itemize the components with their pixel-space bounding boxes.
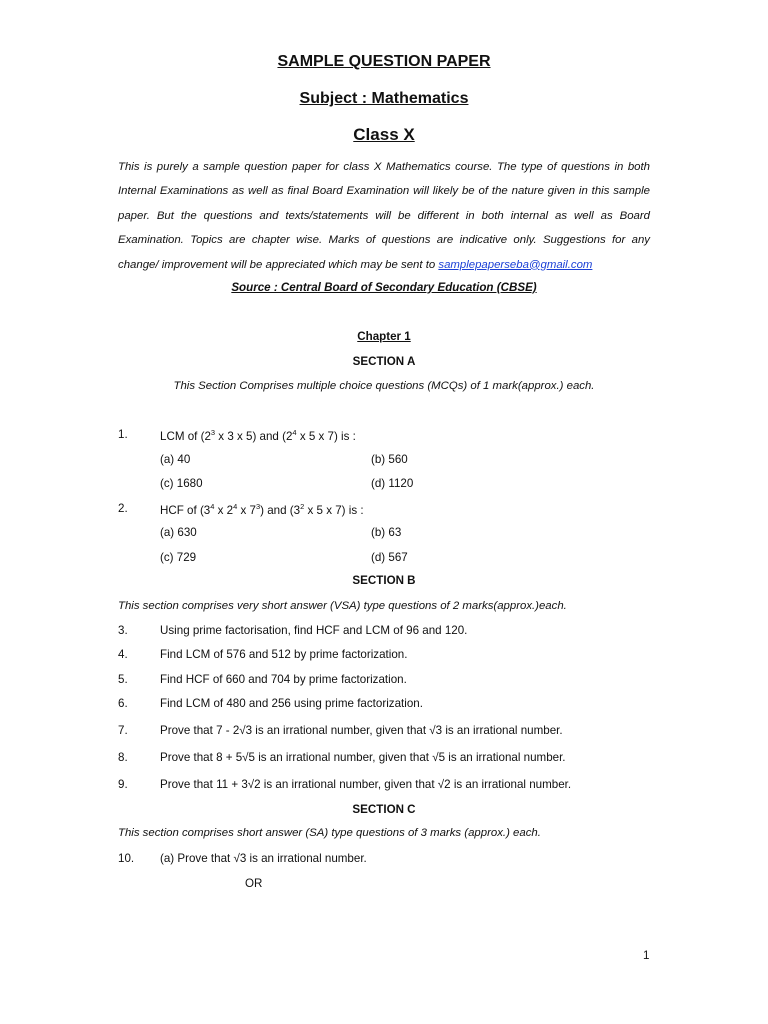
question-10-number: 10.	[118, 852, 135, 865]
question-3-text: Using prime factorisation, find HCF and LCM of 96 and 120.	[160, 624, 468, 637]
question-2-option-d: (d) 567	[371, 551, 408, 564]
question-2-option-c: (c) 729	[160, 551, 197, 564]
section-a-heading: SECTION A	[352, 355, 416, 368]
class-heading: Class X	[353, 125, 415, 144]
question-2-option-a: (a) 630	[160, 526, 197, 539]
question-1-option-a: (a) 40	[160, 453, 191, 466]
section-c-heading: SECTION C	[352, 803, 416, 816]
question-4-number: 4.	[118, 648, 128, 661]
question-5-number: 5.	[118, 673, 128, 686]
email-link[interactable]: samplepaperseba@gmail.com	[438, 258, 593, 271]
question-1-option-c: (c) 1680	[160, 477, 203, 490]
intro-text: This is purely a sample question paper for class X Mathematics course. The type of questions in both Internal Examinations as well as final Board Examination will likely be of the nature given in this sample paper. But the questions and texts/statements will be different in both internal as well as Board Examination. Topics are chapter wise. Marks of questions are indicative only. Suggestions for any change/ improvement will be appreciated which may be sent to	[118, 161, 650, 271]
question-6-text: Find LCM of 480 and 256 using prime factorization.	[160, 697, 423, 710]
section-a-description: This Section Comprises multiple choice questions (MCQs) of 1 mark(approx.) each.	[173, 380, 595, 392]
subject-heading: Subject : Mathematics	[299, 90, 469, 107]
question-6-number: 6.	[118, 697, 128, 710]
chapter-heading: Chapter 1	[357, 330, 411, 343]
question-4-text: Find LCM of 576 and 512 by prime factorization.	[160, 648, 408, 661]
page-number: 1	[643, 949, 650, 962]
paper-title: SAMPLE QUESTION PAPER	[277, 53, 491, 70]
section-c-description: This section comprises short answer (SA) type questions of 3 marks (approx.) each.	[118, 827, 541, 839]
question-1-option-d: (d) 1120	[371, 477, 414, 490]
question-3-number: 3.	[118, 624, 128, 637]
section-b-description: This section comprises very short answer (VSA) type questions of 2 marks(approx.)each.	[118, 600, 567, 612]
question-1-text: LCM of ($2^3$ x 3 x 5) and ($2^4$ x 5 x 7) is :	[160, 428, 356, 443]
intro-paragraph	[118, 155, 650, 277]
question-8-number: 8.	[118, 751, 128, 764]
or-label: OR	[245, 877, 263, 890]
question-2-text: HCF of ($3^4$ x $2^4$ x $7^3$) and ($3^2$ x 5 x 7) is :	[160, 502, 364, 517]
question-1-option-b: (b) 560	[371, 453, 408, 466]
question-7-text: Prove that 7 - 2√3 is an irrational number, given that √3 is an irrational number.	[160, 724, 563, 737]
question-10-text: (a) Prove that √3 is an irrational number.	[160, 852, 367, 865]
question-5-text: Find HCF of 660 and 704 by prime factorization.	[160, 673, 407, 686]
question-8-text: Prove that 8 + 5√5 is an irrational number, given that √5 is an irrational number.	[160, 751, 566, 764]
question-9-text: Prove that 11 + 3√2 is an irrational number, given that √2 is an irrational number.	[160, 778, 572, 791]
question-9-number: 9.	[118, 778, 128, 791]
question-7-number: 7.	[118, 724, 128, 737]
question-2-number: 2.	[118, 502, 128, 515]
section-b-heading: SECTION B	[352, 574, 416, 587]
source-line: Source : Central Board of Secondary Education (CBSE)	[231, 281, 537, 294]
question-2-option-b: (b) 63	[371, 526, 402, 539]
question-1-number: 1.	[118, 428, 128, 441]
